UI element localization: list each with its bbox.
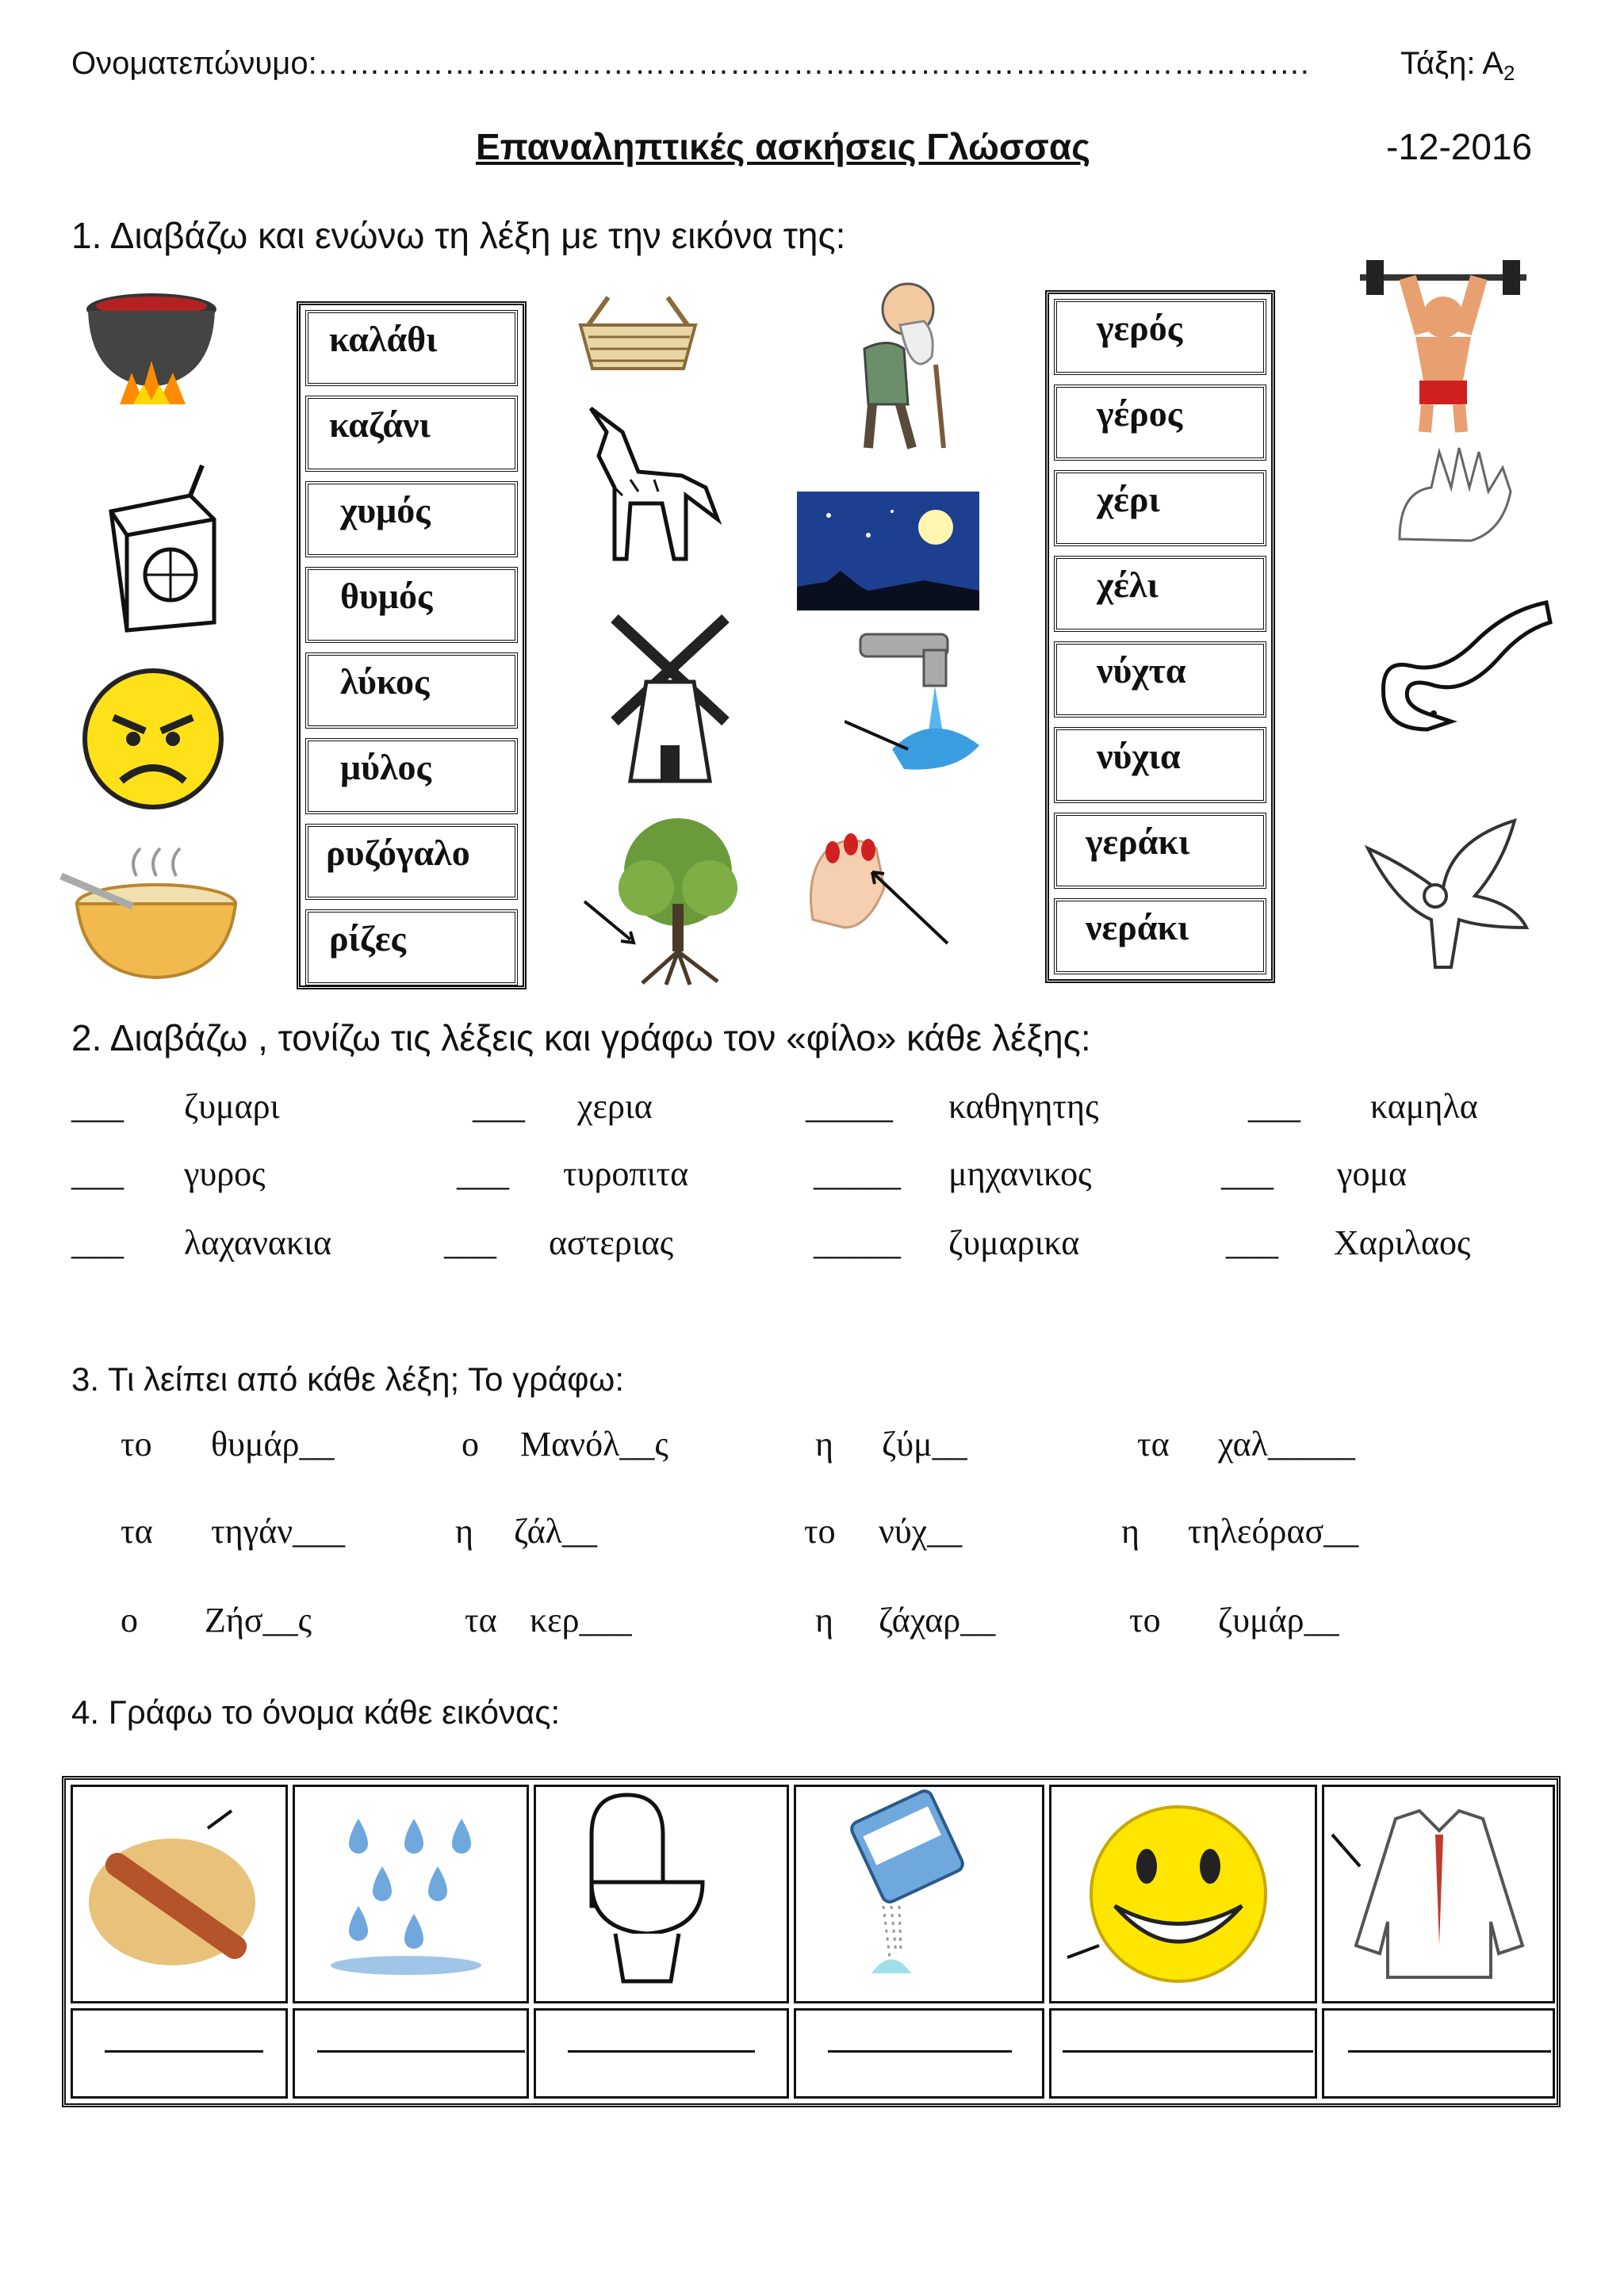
word-box: ρίζες (305, 909, 518, 985)
article: η (815, 1601, 834, 1640)
salt-shaker-icon (796, 1787, 1042, 2001)
answer-cell[interactable] (1322, 2008, 1555, 2099)
exercise-word: χερια (577, 1087, 653, 1126)
exercise-word: τυροπιτα (563, 1154, 689, 1193)
hand-with-nails-icon (797, 817, 956, 951)
answer-blank[interactable]: _____ (814, 1154, 901, 1193)
strong-man-icon (1352, 254, 1534, 436)
article: η (815, 1425, 834, 1464)
pointer-arrow-icon (583, 900, 638, 947)
picture-naming-table (62, 1776, 1561, 2107)
right-word-column (1045, 290, 1275, 983)
exercise-word: ζυμαρικα (948, 1223, 1080, 1262)
old-man-icon (825, 270, 983, 456)
wolf-icon (567, 400, 726, 575)
answer-blank[interactable]: ___ (444, 1223, 496, 1262)
exercise-word: Χαριλαος (1334, 1223, 1471, 1262)
answer-cell[interactable] (534, 2008, 789, 2099)
exercise-4-prompt: 4. Γράφω το όνομα κάθε εικόνας: (71, 1693, 561, 1731)
exercise-word: μηχανικος (948, 1154, 1092, 1193)
pot-on-fire-icon (76, 285, 227, 420)
article: τα (1137, 1425, 1170, 1464)
word-box: θυμός (305, 567, 518, 643)
exercise-1-prompt: 1. Διαβάζω και ενώνω τη λέξη με την εικόνα της: (71, 215, 846, 256)
fill-word[interactable]: Ζήσ__ς (205, 1601, 312, 1640)
answer-blank[interactable]: ___ (71, 1087, 124, 1126)
exercise-3-prompt: 3. Τι λείπει από κάθε λέξη; Το γράφω: (71, 1360, 624, 1398)
exercise-word: ζυμαρι (184, 1087, 280, 1126)
angry-face-icon (78, 666, 228, 813)
exercise-word: καμηλα (1370, 1087, 1478, 1126)
fill-word[interactable]: τηγάν___ (211, 1512, 346, 1551)
smiley-face-icon (1051, 1787, 1315, 2001)
night-sky-icon (797, 492, 979, 610)
picture-cell (1049, 1785, 1317, 2003)
article: ο (462, 1425, 479, 1464)
answer-cell[interactable] (794, 2008, 1044, 2099)
answer-blank[interactable]: ___ (1221, 1154, 1274, 1193)
fill-word[interactable]: τηλεόρασ__ (1188, 1512, 1359, 1551)
fill-word[interactable]: κερ___ (530, 1601, 632, 1640)
article: το (1129, 1601, 1161, 1640)
hawk-icon (1356, 817, 1538, 975)
fill-word[interactable]: νύχ__ (879, 1512, 963, 1551)
toilet-icon (536, 1787, 787, 2001)
exercise-word: γυρος (184, 1154, 266, 1193)
juice-carton-icon (95, 464, 230, 634)
cardigan-icon (1324, 1787, 1553, 2001)
answer-cell[interactable] (293, 2008, 529, 2099)
word-box: γέρος (1054, 385, 1266, 461)
word-box: νύχτα (1054, 641, 1266, 718)
word-box: νύχια (1054, 727, 1266, 803)
windmill-icon (599, 610, 741, 789)
answer-blank[interactable]: ___ (71, 1223, 124, 1262)
word-box: νεράκι (1054, 898, 1266, 974)
answer-cell[interactable] (71, 2008, 288, 2099)
word-box: λύκος (305, 652, 518, 729)
picture-cell (71, 1785, 288, 2003)
word-box: χέλι (1054, 556, 1266, 632)
answer-blank[interactable]: ___ (71, 1154, 124, 1193)
answer-blank[interactable]: _____ (806, 1087, 893, 1126)
fill-word[interactable]: ζυμάρ__ (1218, 1601, 1339, 1640)
word-box: μύλος (305, 738, 518, 814)
fill-word[interactable]: χαλ_____ (1218, 1425, 1355, 1464)
fill-word[interactable]: ζάλ__ (514, 1512, 598, 1551)
exercise-word: λαχανακια (184, 1223, 332, 1262)
fill-word[interactable]: Μανόλ__ς (520, 1425, 668, 1464)
article: η (455, 1512, 474, 1551)
class-label: Τάξη: $A_2$ (1400, 46, 1515, 85)
fill-word[interactable]: ζάχαρ__ (879, 1601, 996, 1640)
dough-and-rolling-pin-icon (73, 1787, 285, 2001)
picture-cell (534, 1785, 789, 2003)
eel-icon (1364, 595, 1554, 745)
exercise-word: καθηγητης (948, 1087, 1099, 1126)
left-word-column (297, 301, 527, 989)
word-box: γεράκι (1054, 813, 1266, 889)
picture-cell (1322, 1785, 1555, 2003)
fill-word[interactable]: ζύμ__ (882, 1425, 967, 1464)
word-box: χέρι (1054, 470, 1266, 546)
water-drops-icon (295, 1787, 527, 2001)
word-box: χυμός (305, 481, 518, 557)
article: το (121, 1425, 152, 1464)
article: τα (465, 1601, 497, 1640)
hand-icon (1384, 444, 1542, 547)
answer-blank[interactable]: ___ (1248, 1087, 1300, 1126)
answer-blank[interactable]: ___ (473, 1087, 525, 1126)
word-box: ρυζόγαλο (305, 824, 518, 900)
word-box: καζάνι (305, 396, 518, 472)
worksheet-title: Επαναληπτικές ασκήσεις Γλώσσας (476, 126, 1091, 167)
fill-word[interactable]: θυμάρ__ (211, 1425, 335, 1464)
article: ο (121, 1601, 138, 1640)
answer-cell[interactable] (1049, 2008, 1317, 2099)
exercise-word: γομα (1337, 1154, 1408, 1193)
answer-blank[interactable]: ___ (457, 1154, 509, 1193)
article: τα (121, 1512, 153, 1551)
answer-blank[interactable]: ___ (1226, 1223, 1278, 1262)
answer-blank[interactable]: _____ (814, 1223, 901, 1262)
picture-cell (794, 1785, 1044, 2003)
word-box: καλάθι (305, 310, 518, 386)
article: το (804, 1512, 836, 1551)
exercise-2-prompt: 2. Διαβάζω , τονίζω τις λέξεις και γράφω τον «φίλο» κάθε λέξης: (71, 1017, 1091, 1058)
word-box: γερός (1054, 299, 1266, 375)
picture-cell (293, 1785, 529, 2003)
name-field-label: Ονοματεπώνυμο:…………………………………………………………………………………. (71, 46, 1309, 81)
rice-pudding-bowl-icon (57, 836, 239, 983)
water-tap-icon (845, 618, 991, 777)
exercise-word: αστεριας (549, 1223, 674, 1262)
basket-icon (573, 289, 703, 377)
article: η (1121, 1512, 1140, 1551)
worksheet-date: -12-2016 (1386, 126, 1533, 167)
